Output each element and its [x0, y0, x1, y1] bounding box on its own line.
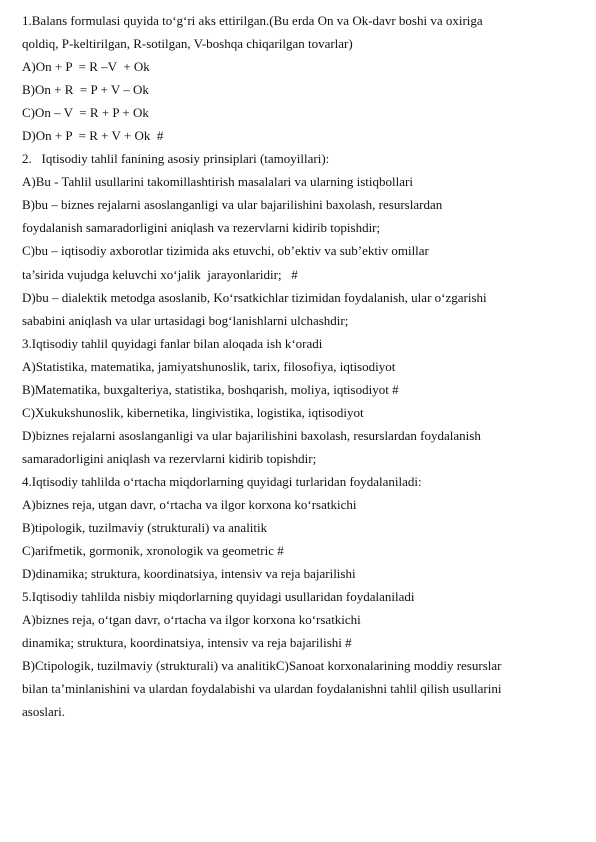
question-2-option-d-continued: sababini aniqlash va ular urtasidagi bog‘lanishlarni ulchashdir; [22, 312, 349, 328]
question-1-prompt-continued: qoldiq, P-keltirilgan, R-sotilgan, V-boshqa chiqarilgan tovarlar) [22, 36, 353, 52]
question-3-option-d-continued: samaradorligini aniqlash va rezervlarni kidirib topishdir; [22, 450, 317, 466]
question-2-option-b-continued: foydalanish samaradorligini aniqlash va rezervlarni kidirib topishdir; [22, 220, 381, 236]
question-2-option-c: C)bu – iqtisodiy axborotlar tizimida aks etuvchi, ob’ektiv va sub’ektiv omillar [22, 243, 429, 259]
document-body [22, 9, 578, 723]
question-5-option-c-continued: bilan ta’minlanishini va ulardan foydalabishi va ulardan foydalanishni tahlil qilish usullarini [22, 681, 502, 697]
question-2-option-d: D)bu – dialektik metodga asoslanib, Ko‘rsatkichlar tizimidan foydalanish, ular o‘zgarishi [22, 289, 487, 305]
question-2-prompt: 2. Iqtisodiy tahlil fanining asosiy prinsiplari (tamoyillari): [22, 151, 330, 167]
question-4-option-c: C)arifmetik, gormonik, xronologik va geometric # [22, 543, 284, 559]
question-1-option-c: C)On – V = R + P + Ok [22, 105, 149, 121]
question-3-option-a: A)Statistika, matematika, jamiyatshunoslik, tarix, filosofiya, iqtisodiyot [22, 358, 396, 374]
question-4-option-d: D)dinamika; struktura, koordinatsiya, intensiv va reja bajarilishi [22, 566, 356, 582]
question-5-option-b-c: B)Ctipologik, tuzilmaviy (strukturali) va analitikC)Sanoat korxonalarining moddiy resurslar [22, 658, 502, 674]
question-5-option-a-continued: dinamika; struktura, koordinatsiya, intensiv va reja bajarilishi # [22, 635, 352, 651]
question-1-option-d: D)On + P = R + V + Ok # [22, 128, 164, 144]
question-3-prompt: 3.Iqtisodiy tahlil quyidagi fanlar bilan aloqada ish k‘oradi [22, 335, 323, 351]
question-1-option-b: B)On + R = P + V – Ok [22, 82, 149, 98]
question-2-option-b: B)bu – biznes rejalarni asoslanganligi va ular bajarilishini baxolash, resurslardan [22, 197, 443, 213]
question-3-option-b: B)Matematika, buxgalteriya, statistika, boshqarish, moliya, iqtisodiyot # [22, 381, 399, 397]
question-2-option-a: A)Bu - Tahlil usullarini takomillashtirish masalalari va ularning istiqbollari [22, 174, 413, 190]
question-2-option-c-continued: ta’sirida vujudga keluvchi xo‘jalik jarayonlaridir; # [22, 266, 298, 282]
question-4-prompt: 4.Iqtisodiy tahlilda o‘rtacha miqdorlarning quyidagi turlaridan foydalaniladi: [22, 473, 422, 489]
question-4-option-b: B)tipologik, tuzilmaviy (strukturali) va analitik [22, 520, 268, 536]
question-1-option-a: A)On + P = R –V + Ok [22, 59, 150, 75]
question-4-option-a: A)biznes reja, utgan davr, o‘rtacha va ilgor korxona ko‘rsatkichi [22, 496, 357, 512]
question-5-prompt: 5.Iqtisodiy tahlilda nisbiy miqdorlarning quyidagi usullaridan foydalaniladi [22, 589, 415, 605]
question-3-option-d: D)biznes rejalarni asoslanganligi va ular bajarilishini baxolash, resurslardan foydalanish [22, 427, 481, 443]
question-1-prompt: 1.Balans formulasi quyida to‘g‘ri aks ettirilgan.(Bu erda On va Ok-davr boshi va oxiriga [22, 13, 483, 28]
question-5-option-c-end: asoslari. [22, 704, 65, 720]
question-3-option-c: C)Xukukshunoslik, kibernetika, lingivistika, logistika, iqtisodiyot [22, 404, 364, 420]
question-5-option-a: A)biznes reja, o‘tgan davr, o‘rtacha va ilgor korxona ko‘rsatkichi [22, 612, 361, 628]
